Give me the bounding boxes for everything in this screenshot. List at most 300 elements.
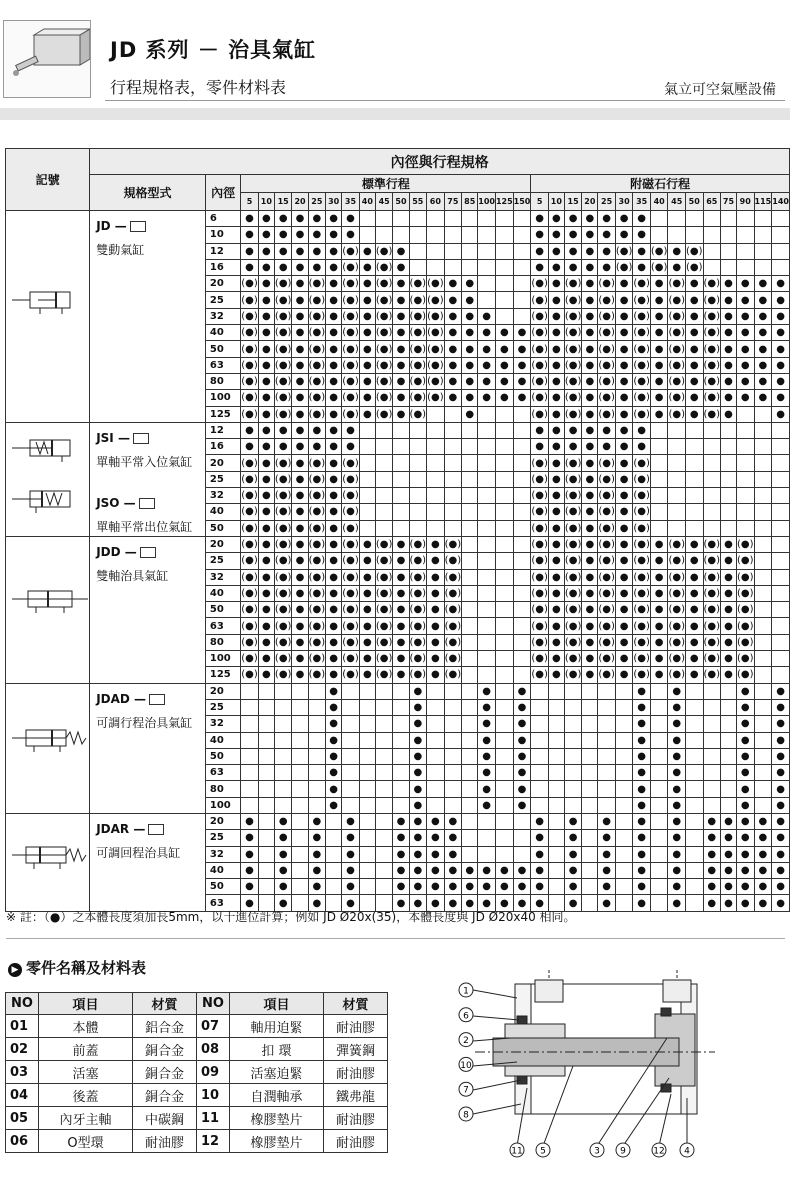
stroke-cell: [375, 846, 393, 862]
stroke-cell: (●): [598, 667, 616, 683]
stroke-cell: [478, 602, 496, 618]
stroke-cell: ●: [393, 862, 409, 878]
stroke-cell: ●: [258, 651, 274, 667]
stroke-cell: ●: [393, 879, 409, 895]
stroke-cell: (●): [598, 357, 616, 373]
stroke-cell: ●: [292, 553, 308, 569]
stroke-cell: [650, 748, 668, 764]
part-callout: [459, 1033, 473, 1047]
stroke-cell: ●: [444, 390, 462, 406]
cylinder-product-icon: [4, 21, 90, 97]
stroke-cell: [308, 781, 326, 797]
part-number: 02: [6, 1038, 39, 1061]
stroke-cell: ●: [668, 699, 686, 715]
stroke-cell: [342, 732, 360, 748]
stroke-cell: [721, 243, 737, 259]
stroke-cell: [754, 569, 772, 585]
stroke-cell: [427, 699, 445, 715]
stroke-cell: (●): [274, 357, 292, 373]
stroke-cell: [513, 536, 531, 552]
stroke-cell: (●): [375, 308, 393, 324]
stroke-cell: [721, 699, 737, 715]
stroke-label: 10: [548, 193, 564, 211]
stroke-cell: [513, 276, 531, 292]
stroke-cell: [772, 211, 790, 227]
stroke-cell: [772, 243, 790, 259]
stroke-cell: [462, 765, 478, 781]
stroke-cell: (●): [427, 341, 445, 357]
stroke-cell: [531, 748, 549, 764]
stroke-cell: ●: [772, 830, 790, 846]
stroke-cell: [685, 830, 703, 846]
stroke-cell: ●: [615, 488, 633, 504]
stroke-cell: ●: [736, 895, 754, 911]
stroke-cell: ●: [326, 292, 342, 308]
part-name: 前蓋: [39, 1038, 133, 1061]
stroke-cell: [495, 292, 513, 308]
stroke-cell: [754, 585, 772, 601]
stroke-cell: [478, 504, 496, 520]
stroke-cell: [650, 797, 668, 813]
stroke-cell: [258, 862, 274, 878]
stroke-cell: [359, 683, 375, 699]
stroke-cell: (●): [409, 634, 427, 650]
stroke-label: 100: [478, 193, 496, 211]
stroke-cell: [582, 683, 598, 699]
stroke-cell: ●: [462, 879, 478, 895]
stroke-cell: ●: [444, 357, 462, 373]
stroke-cell: (●): [598, 373, 616, 389]
page-title: JD 系列 － 治具氣缸: [110, 38, 317, 62]
stroke-cell: ●: [409, 765, 427, 781]
part-callout: [459, 983, 473, 997]
stroke-cell: ●: [721, 553, 737, 569]
stroke-cell: [668, 504, 686, 520]
stroke-label: 5: [531, 193, 549, 211]
stroke-cell: ●: [513, 325, 531, 341]
stroke-cell: ●: [513, 357, 531, 373]
stroke-cell: (●): [598, 602, 616, 618]
stroke-cell: ●: [274, 211, 292, 227]
stroke-cell: [772, 634, 790, 650]
stroke-cell: ●: [258, 341, 274, 357]
stroke-cell: ●: [598, 243, 616, 259]
stroke-cell: [548, 732, 564, 748]
stroke-cell: ●: [342, 879, 360, 895]
part-material: 耐油膠: [133, 1130, 197, 1153]
stroke-cell: [685, 732, 703, 748]
stroke-cell: ●: [444, 308, 462, 324]
bore-size: 40: [205, 325, 240, 341]
stroke-cell: (●): [444, 602, 462, 618]
stroke-cell: ●: [409, 683, 427, 699]
stroke-cell: [495, 422, 513, 438]
stroke-cell: ●: [615, 357, 633, 373]
stroke-cell: [548, 862, 564, 878]
stroke-cell: ●: [359, 390, 375, 406]
bore-size: 50: [205, 748, 240, 764]
stroke-cell: [444, 455, 462, 471]
stroke-cell: [703, 732, 721, 748]
model-code-text: JDD —: [96, 544, 137, 559]
stroke-cell: (●): [598, 325, 616, 341]
stroke-cell: ●: [478, 797, 496, 813]
stroke-cell: [531, 699, 549, 715]
stroke-cell: (●): [564, 634, 582, 650]
stroke-label: 90: [736, 193, 754, 211]
stroke-cell: ●: [564, 422, 582, 438]
stroke-cell: ●: [685, 325, 703, 341]
stroke-cell: (●): [703, 667, 721, 683]
stroke-cell: ●: [598, 862, 616, 878]
stroke-cell: ●: [292, 227, 308, 243]
stroke-label: 30: [615, 193, 633, 211]
stroke-cell: ●: [633, 732, 651, 748]
stroke-cell: [650, 520, 668, 536]
stroke-cell: (●): [685, 259, 703, 275]
stroke-cell: (●): [241, 585, 259, 601]
stroke-cell: ●: [685, 585, 703, 601]
stroke-cell: ●: [462, 373, 478, 389]
stroke-cell: ●: [258, 243, 274, 259]
stroke-cell: (●): [375, 243, 393, 259]
stroke-cell: ●: [721, 667, 737, 683]
stroke-cell: ●: [478, 357, 496, 373]
bore-size: 20: [205, 813, 240, 829]
blank-box-icon: [140, 547, 156, 558]
stroke-cell: [721, 488, 737, 504]
stroke-cell: [427, 455, 445, 471]
bore-header: 內徑: [205, 175, 240, 211]
stroke-cell: (●): [274, 488, 292, 504]
stroke-cell: (●): [342, 276, 360, 292]
stroke-cell: (●): [598, 634, 616, 650]
stroke-cell: ●: [633, 765, 651, 781]
stroke-cell: (●): [564, 488, 582, 504]
stroke-cell: (●): [409, 569, 427, 585]
stroke-cell: ●: [531, 895, 549, 911]
stroke-cell: ●: [548, 667, 564, 683]
stroke-cell: ●: [444, 325, 462, 341]
stroke-cell: [375, 699, 393, 715]
stroke-cell: ●: [582, 211, 598, 227]
stroke-cell: (●): [274, 504, 292, 520]
stroke-cell: ●: [427, 618, 445, 634]
stroke-cell: ●: [615, 471, 633, 487]
model-name-cell: [90, 536, 206, 683]
stroke-cell: (●): [598, 455, 616, 471]
stroke-cell: [736, 422, 754, 438]
stroke-cell: ●: [548, 276, 564, 292]
stroke-cell: [548, 699, 564, 715]
stroke-cell: [462, 536, 478, 552]
stroke-cell: ●: [548, 520, 564, 536]
stroke-cell: (●): [409, 276, 427, 292]
stroke-cell: [409, 227, 427, 243]
stroke-cell: ●: [582, 259, 598, 275]
stroke-cell: (●): [564, 536, 582, 552]
stroke-cell: (●): [342, 308, 360, 324]
parts-column-header: 材質: [133, 993, 197, 1015]
stroke-cell: [258, 716, 274, 732]
stroke-cell: [427, 439, 445, 455]
stroke-cell: ●: [582, 373, 598, 389]
stroke-cell: [478, 488, 496, 504]
stroke-cell: ●: [495, 341, 513, 357]
stroke-cell: ●: [258, 276, 274, 292]
stroke-cell: [495, 455, 513, 471]
stroke-cell: (●): [342, 569, 360, 585]
stroke-cell: [685, 439, 703, 455]
bore-size: 40: [205, 504, 240, 520]
model-name-cell: [90, 683, 206, 813]
stroke-cell: ●: [427, 651, 445, 667]
part-name: 本體: [39, 1015, 133, 1038]
stroke-cell: ●: [531, 830, 549, 846]
stroke-cell: (●): [531, 471, 549, 487]
stroke-cell: [495, 765, 513, 781]
bore-size: 32: [205, 846, 240, 862]
stroke-cell: (●): [274, 455, 292, 471]
stroke-cell: ●: [258, 292, 274, 308]
stroke-cell: ●: [668, 716, 686, 732]
stroke-cell: (●): [308, 325, 326, 341]
stroke-cell: ●: [292, 211, 308, 227]
stroke-cell: ●: [274, 227, 292, 243]
stroke-cell: [650, 699, 668, 715]
stroke-cell: [513, 292, 531, 308]
stroke-cell: [650, 211, 668, 227]
stroke-cell: ●: [292, 667, 308, 683]
stroke-cell: (●): [703, 357, 721, 373]
stroke-cell: (●): [564, 276, 582, 292]
stroke-cell: (●): [598, 292, 616, 308]
stroke-cell: [548, 716, 564, 732]
stroke-cell: [598, 765, 616, 781]
stroke-cell: (●): [668, 569, 686, 585]
stroke-cell: (●): [633, 390, 651, 406]
stroke-cell: ●: [685, 602, 703, 618]
stroke-cell: ●: [409, 813, 427, 829]
parts-title-text: 零件名稱及材料表: [26, 959, 147, 977]
spec-row: [6, 813, 790, 829]
stroke-cell: (●): [241, 357, 259, 373]
stroke-cell: ●: [721, 390, 737, 406]
stroke-cell: ●: [326, 651, 342, 667]
stroke-cell: ●: [531, 259, 549, 275]
stroke-cell: ●: [359, 341, 375, 357]
stroke-cell: (●): [444, 553, 462, 569]
stroke-cell: (●): [342, 504, 360, 520]
stroke-cell: (●): [375, 259, 393, 275]
stroke-cell: [375, 471, 393, 487]
part-callout: [459, 1082, 473, 1096]
stroke-cell: (●): [633, 308, 651, 324]
stroke-cell: ●: [633, 813, 651, 829]
stroke-cell: ●: [548, 439, 564, 455]
stroke-cell: ●: [326, 585, 342, 601]
stroke-cell: [668, 227, 686, 243]
stroke-cell: ●: [393, 276, 409, 292]
stroke-cell: ●: [582, 308, 598, 324]
stroke-cell: ●: [582, 227, 598, 243]
stroke-cell: ●: [736, 292, 754, 308]
stroke-cell: ●: [513, 781, 531, 797]
stroke-cell: [462, 422, 478, 438]
stroke-cell: (●): [736, 634, 754, 650]
stroke-cell: (●): [633, 585, 651, 601]
stroke-cell: (●): [409, 406, 427, 422]
stroke-label: 125: [495, 193, 513, 211]
stroke-cell: ●: [393, 569, 409, 585]
stroke-cell: [375, 455, 393, 471]
stroke-cell: [772, 422, 790, 438]
spec-row: [6, 422, 790, 438]
stroke-cell: (●): [531, 618, 549, 634]
stroke-cell: [703, 211, 721, 227]
stroke-cell: ●: [564, 243, 582, 259]
stroke-cell: ●: [409, 862, 427, 878]
stroke-cell: ●: [703, 830, 721, 846]
stroke-cell: ●: [548, 602, 564, 618]
stroke-cell: ●: [258, 406, 274, 422]
stroke-cell: ●: [615, 390, 633, 406]
stroke-cell: (●): [342, 243, 360, 259]
part-material: 耐油膠: [324, 1130, 388, 1153]
stroke-cell: ●: [754, 276, 772, 292]
stroke-cell: [668, 439, 686, 455]
stroke-cell: [754, 259, 772, 275]
stroke-cell: (●): [241, 406, 259, 422]
stroke-cell: ●: [633, 259, 651, 275]
stroke-cell: [513, 602, 531, 618]
stroke-cell: [495, 488, 513, 504]
stroke-cell: ●: [308, 422, 326, 438]
stroke-cell: (●): [308, 308, 326, 324]
stroke-cell: ●: [531, 879, 549, 895]
stroke-cell: ●: [582, 618, 598, 634]
stroke-cell: [495, 830, 513, 846]
stroke-cell: (●): [703, 341, 721, 357]
stroke-cell: [427, 227, 445, 243]
stroke-cell: ●: [548, 373, 564, 389]
stroke-cell: (●): [633, 651, 651, 667]
stroke-cell: (●): [274, 651, 292, 667]
part-material: 耐油膠: [324, 1107, 388, 1130]
stroke-cell: (●): [274, 406, 292, 422]
stroke-cell: [495, 308, 513, 324]
blank-box-icon: [139, 498, 155, 509]
stroke-cell: [308, 797, 326, 813]
stroke-label: 45: [668, 193, 686, 211]
stroke-cell: [582, 781, 598, 797]
stroke-cell: [427, 781, 445, 797]
stroke-cell: [685, 879, 703, 895]
stroke-cell: ●: [444, 341, 462, 357]
stroke-cell: [462, 243, 478, 259]
stroke-cell: ●: [427, 602, 445, 618]
bore-size: 16: [205, 439, 240, 455]
stroke-cell: ●: [292, 520, 308, 536]
stroke-label: 15: [274, 193, 292, 211]
stroke-cell: ●: [668, 895, 686, 911]
stroke-cell: [615, 748, 633, 764]
stroke-cell: [582, 846, 598, 862]
stroke-cell: [462, 504, 478, 520]
stroke-cell: [685, 813, 703, 829]
stroke-cell: (●): [736, 651, 754, 667]
stroke-cell: ●: [393, 895, 409, 911]
stroke-cell: ●: [754, 390, 772, 406]
stroke-cell: ●: [564, 862, 582, 878]
stroke-cell: [359, 227, 375, 243]
stroke-cell: [292, 862, 308, 878]
bore-size: 50: [205, 602, 240, 618]
stroke-cell: (●): [375, 667, 393, 683]
stroke-cell: ●: [292, 357, 308, 373]
stroke-cell: [531, 732, 549, 748]
stroke-label: 50: [393, 193, 409, 211]
stroke-cell: (●): [375, 651, 393, 667]
stroke-cell: (●): [308, 504, 326, 520]
stroke-cell: [668, 488, 686, 504]
part-name: 活塞迫緊: [230, 1061, 324, 1084]
stroke-cell: ●: [615, 651, 633, 667]
stroke-cell: [478, 243, 496, 259]
stroke-cell: ●: [685, 634, 703, 650]
stroke-cell: (●): [564, 390, 582, 406]
stroke-cell: (●): [308, 634, 326, 650]
stroke-cell: [650, 422, 668, 438]
stroke-cell: [598, 781, 616, 797]
stroke-cell: [274, 765, 292, 781]
stroke-cell: ●: [650, 357, 668, 373]
stroke-cell: ●: [326, 716, 342, 732]
stroke-cell: ●: [274, 422, 292, 438]
stroke-cell: ●: [564, 879, 582, 895]
stroke-cell: [359, 830, 375, 846]
bore-size: 63: [205, 765, 240, 781]
bore-size: 50: [205, 341, 240, 357]
stroke-cell: [375, 422, 393, 438]
stroke-cell: ●: [548, 243, 564, 259]
stroke-cell: [598, 683, 616, 699]
stroke-cell: ●: [478, 732, 496, 748]
stroke-cell: ●: [292, 341, 308, 357]
stroke-cell: [495, 846, 513, 862]
stroke-cell: ●: [548, 308, 564, 324]
stroke-cell: ●: [615, 325, 633, 341]
stroke-cell: [754, 781, 772, 797]
stroke-cell: (●): [598, 651, 616, 667]
stroke-cell: ●: [615, 406, 633, 422]
stroke-cell: (●): [650, 243, 668, 259]
stroke-cell: [564, 732, 582, 748]
stroke-cell: [462, 553, 478, 569]
stroke-cell: ●: [582, 536, 598, 552]
stroke-cell: (●): [274, 585, 292, 601]
stroke-cell: ●: [668, 879, 686, 895]
stroke-cell: (●): [668, 325, 686, 341]
stroke-cell: [513, 471, 531, 487]
stroke-cell: (●): [342, 357, 360, 373]
stroke-cell: [685, 862, 703, 878]
stroke-cell: ●: [615, 569, 633, 585]
stroke-cell: ●: [292, 585, 308, 601]
stroke-cell: ●: [598, 422, 616, 438]
stroke-cell: [685, 471, 703, 487]
part-name: 橡膠墊片: [230, 1130, 324, 1153]
